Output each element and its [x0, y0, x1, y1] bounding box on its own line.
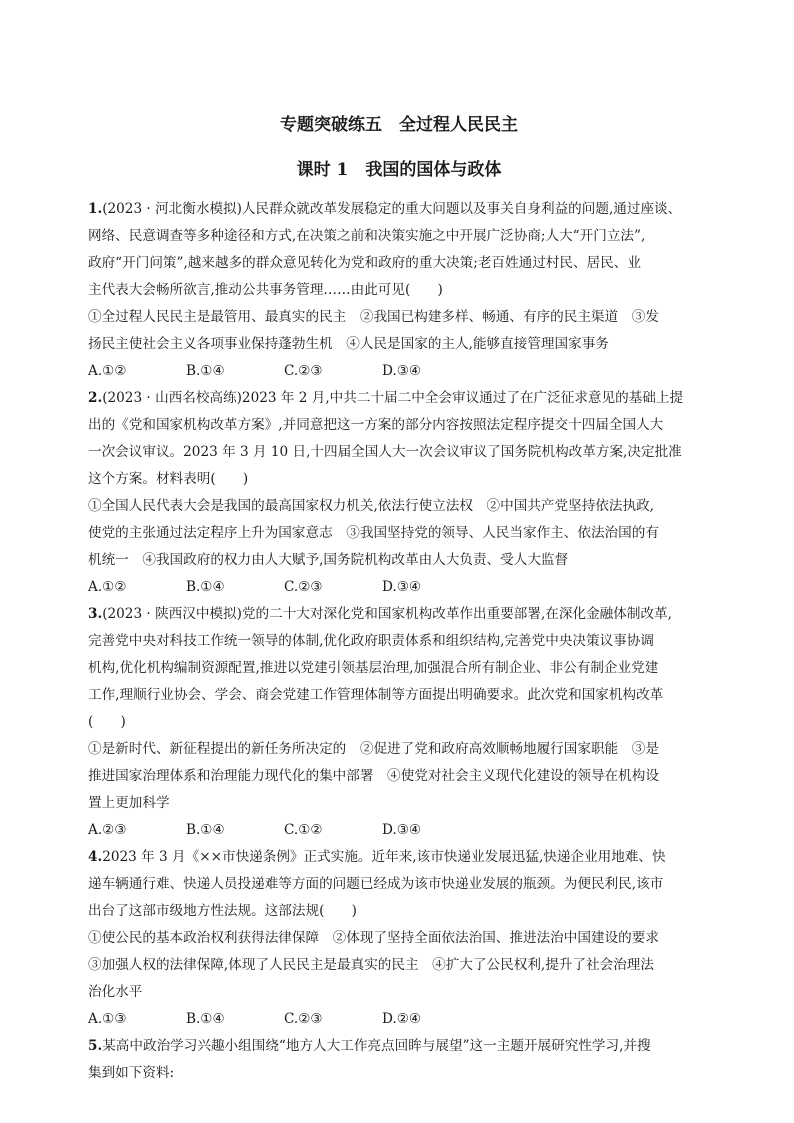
question-text: 扬民主使社会主义各项事业保持蓬勃生机 ④人民是国家的主人,能够直接管理国家事务: [88, 336, 609, 352]
question-text: 这个方案。材料表明( ): [88, 471, 249, 487]
answer-option: B.①④: [186, 1011, 225, 1027]
question-1: [88, 196, 710, 385]
answer-options: [88, 1006, 710, 1033]
question-text-line: [88, 790, 710, 817]
question-text: 工作,理顺行业协会、学会、商会党建工作管理体制等方面提出明确要求。此次党和国家机构改革: [88, 687, 664, 703]
page-title: 专题突破练五 全过程人民民主: [280, 115, 518, 135]
question-text: (2023 · 山西名校高练)2023 年 2 月,中共二十届二中全会审议通过了在广泛征求意见的基础上提: [102, 390, 684, 406]
question-text: 集到如下资料:: [88, 1065, 175, 1081]
answer-options: [88, 817, 710, 844]
question-text-line: [88, 1033, 710, 1060]
question-number: 4.: [88, 849, 103, 865]
question-text-line: [88, 331, 710, 358]
answer-options: [88, 574, 710, 601]
question-text-line: [88, 763, 710, 790]
question-text: 治化水平: [88, 984, 143, 1000]
page-subtitle: 课时 1 我国的国体与政体: [296, 160, 502, 180]
question-text-line: [88, 736, 710, 763]
question-text: 网络、民意调查等多种途径和方式,在决策之前和决策实施之中开展广泛协商;人大“开门立法”,: [88, 228, 646, 244]
question-text-line: [88, 520, 710, 547]
answer-option: B.①④: [186, 363, 225, 379]
question-text-line: [88, 682, 710, 709]
question-text-line: [88, 952, 710, 979]
question-text-line: [88, 250, 710, 277]
question-4: [88, 844, 710, 1033]
question-text-line: [88, 304, 710, 331]
question-5: [88, 1033, 710, 1087]
question-text-line: [88, 844, 710, 871]
question-text: (2023 · 陕西汉中模拟)党的二十大对深化党和国家机构改革作出重要部署,在深化金融体制改革,: [102, 606, 672, 622]
question-text-line: [88, 1060, 710, 1087]
question-2: [88, 385, 710, 601]
question-text: ①全过程人民民主是最管用、最真实的民主 ②我国已构建多样、畅通、有序的民主渠道 ③发: [88, 309, 659, 325]
question-text: 出台了这部市级地方性法规。这部法规( ): [88, 903, 357, 919]
document-page: [88, 100, 710, 1087]
answer-option: D.③④: [382, 822, 422, 838]
answer-option: C.①②: [284, 822, 323, 838]
question-text: 主代表大会畅所欲言,推动公共事务管理……由此可见( ): [88, 282, 443, 298]
answer-options: [88, 358, 710, 385]
question-text: 一次会议审议。2023 年 3 月 10 日,十四届全国人大一次会议审议了国务院机构改革方案,决定批准: [88, 444, 682, 460]
question-text: 推进国家治理体系和治理能力现代化的集中部署 ④使党对社会主义现代化建设的领导在机构设: [88, 768, 659, 784]
question-text-line: [88, 277, 710, 304]
question-text: 机构,优化机构编制资源配置,推进以党建引领基层治理,加强混合所有制企业、非公有制企业党建: [88, 660, 659, 676]
question-number: 3.: [88, 606, 103, 622]
question-text-line: [88, 655, 710, 682]
answer-option: B.①④: [186, 579, 225, 595]
question-list: [88, 196, 710, 1087]
answer-option: C.②③: [284, 1011, 323, 1027]
question-text-line: [88, 925, 710, 952]
question-text-line: [88, 979, 710, 1006]
question-text-line: [88, 412, 710, 439]
question-text-line: [88, 493, 710, 520]
question-text-line: [88, 547, 710, 574]
question-text-line: [88, 385, 710, 412]
answer-option: D.③④: [382, 579, 422, 595]
question-text-line: [88, 898, 710, 925]
answer-option: A.①②: [88, 579, 127, 595]
question-text-line: [88, 439, 710, 466]
question-text: 出的《党和国家机构改革方案》,并同意把这一方案的部分内容按照法定程序提交十四届全国人大: [88, 417, 664, 433]
question-text: 政府“开门问策”,越来越多的群众意见转化为党和政府的重大决策;老百姓通过村民、居民、业: [88, 255, 641, 271]
question-text: ③加强人权的法律保障,体现了人民民主是最真实的民主 ④扩大了公民权利,提升了社会治理法: [88, 957, 654, 973]
question-number: 2.: [88, 390, 103, 406]
answer-option: A.①②: [88, 363, 127, 379]
question-text: 递车辆通行难、快递人员投递难等方面的问题已经成为该市快递业发展的瓶颈。为便民利民,该市: [88, 876, 664, 892]
question-text: 使党的主张通过法定程序上升为国家意志 ③我国坚持党的领导、人民当家作主、依法治国的有: [88, 525, 659, 541]
question-text: (2023 · 河北衡水模拟)人民群众就改革发展稳定的重大问题以及事关自身利益的问题,通过座谈、: [102, 201, 682, 217]
question-text-line: [88, 601, 710, 628]
question-text: 某高中政治学习兴趣小组围绕“地方人大工作亮点回眸与展望”这一主题开展研究性学习,并搜: [102, 1038, 651, 1054]
question-text: 2023 年 3 月《××市快递条例》正式实施。近年来,该市快递业发展迅猛,快递企业用地难、快: [102, 849, 666, 865]
answer-option: A.①③: [88, 1011, 127, 1027]
question-text: 机统一 ④我国政府的权力由人大赋予,国务院机构改革由人大负责、受人大监督: [88, 552, 569, 568]
question-text-line: [88, 628, 710, 655]
question-text-line: [88, 466, 710, 493]
question-text: ①使公民的基本政治权利获得法律保障 ②体现了坚持全面依法治国、推进法治中国建设的要求: [88, 930, 659, 946]
question-text-line: [88, 196, 710, 223]
answer-option: C.②③: [284, 363, 323, 379]
answer-option: D.②④: [382, 1011, 422, 1027]
answer-option: C.②③: [284, 579, 323, 595]
question-text: ①是新时代、新征程提出的新任务所决定的 ②促进了党和政府高效顺畅地履行国家职能 ③是: [88, 741, 659, 757]
question-3: [88, 601, 710, 844]
answer-option: D.③④: [382, 363, 422, 379]
question-text-line: [88, 871, 710, 898]
answer-option: B.①④: [186, 822, 225, 838]
question-text: ①全国人民代表大会是我国的最高国家权力机关,依法行使立法权 ②中国共产党坚持依法执政,: [88, 498, 654, 514]
question-number: 5.: [88, 1038, 103, 1054]
question-text: 置上更加科学: [88, 795, 170, 811]
question-text-line: [88, 709, 710, 736]
question-text: ( ): [88, 714, 126, 730]
question-number: 1.: [88, 201, 103, 217]
answer-option: A.②③: [88, 822, 127, 838]
question-text-line: [88, 223, 710, 250]
question-text: 完善党中央对科技工作统一领导的体制,优化政府职责体系和组织结构,完善党中央决策议事协调: [88, 633, 654, 649]
